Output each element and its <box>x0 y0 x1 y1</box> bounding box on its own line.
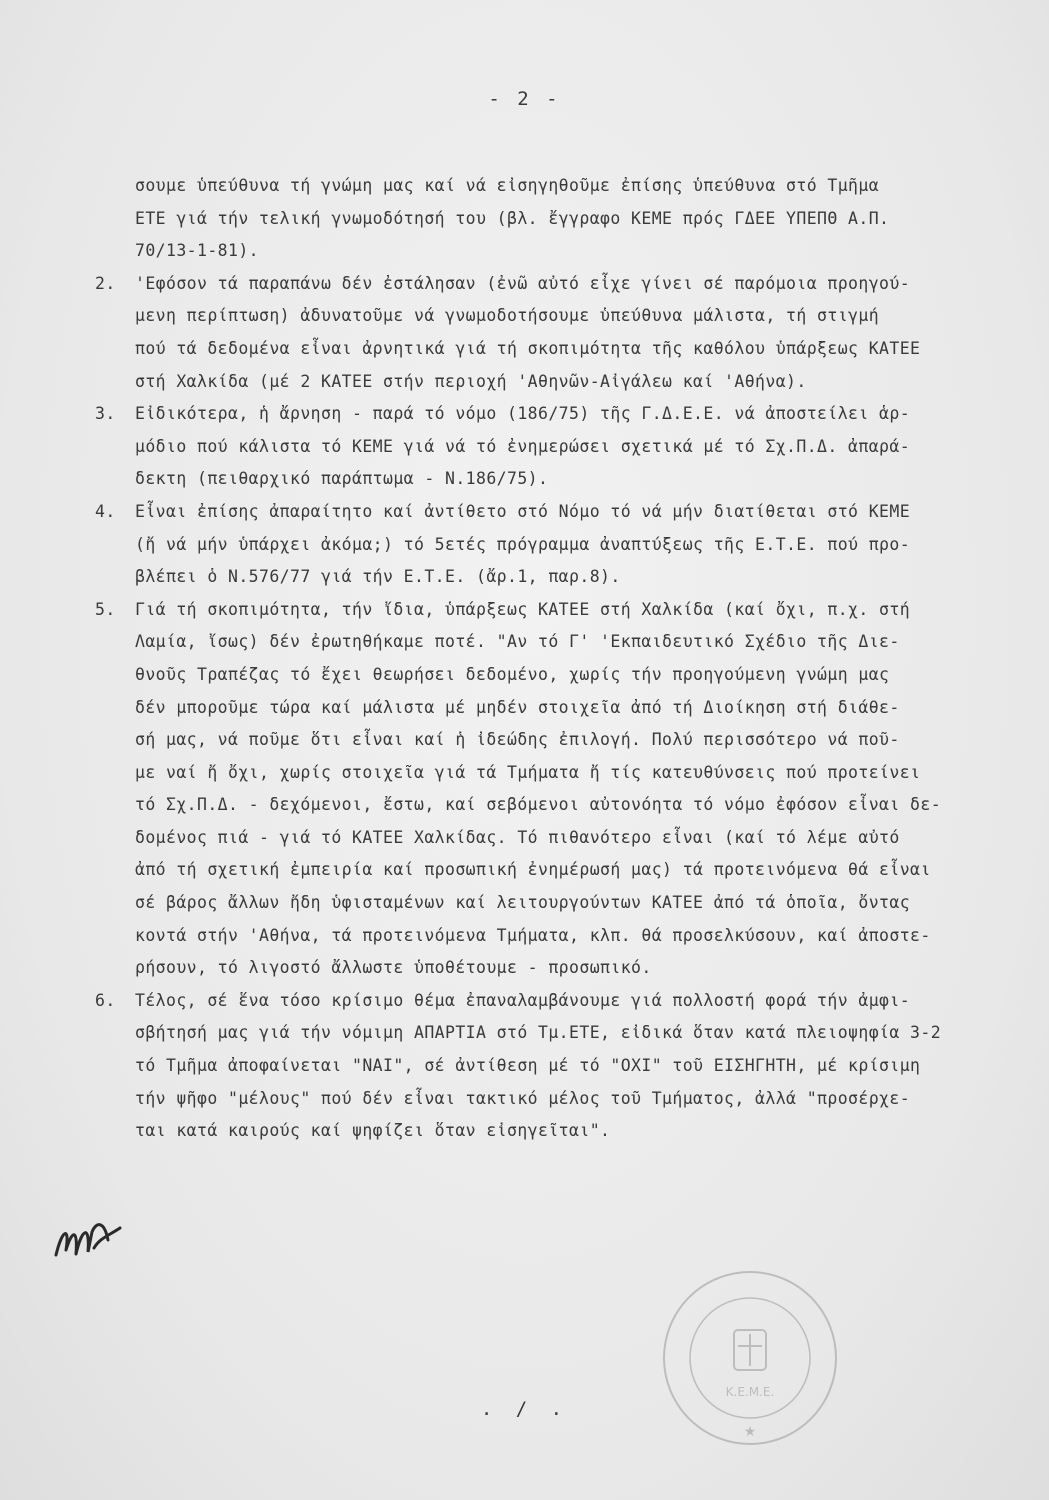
item-text: Γιά τή σκοπιμότητα, τήν ἴδια, ὑπάρξεως ΚΑΤΕΕ στή Χαλκίδα (καί ὄχι, π.χ. στή <box>135 599 911 619</box>
item-number: 4. <box>95 501 116 521</box>
text-line: σέ βάρος ἄλλων ἤδη ὑφισταμένων καί λειτουργούντων ΚΑΤΕΕ ἀπό τά ὁποῖα, ὄντας <box>135 893 911 913</box>
item-text: 'Εφόσον τά παραπάνω δέν ἐστάλησαν (ἐνῶ αὐτό εἶχε γίνει σέ παρόμοια προηγού- <box>135 273 911 293</box>
text-line: κοντά στήν 'Αθήνα, τά προτεινόμενα Τμήματα, κλπ. θά προσελκύσουν, καί ἀποστε- <box>135 925 931 945</box>
text-line <box>95 268 1000 301</box>
official-stamp <box>660 1268 840 1448</box>
text-line: δομένος πιά - γιά τό ΚΑΤΕΕ Χαλκίδας. Τό πιθανότερο εἶναι (καί τό λέμε αὐτό <box>135 827 900 847</box>
text-line: τήν ψῆφο "μέλους" πού δέν εἶναι τακτικό μέλος τοῦ Τμήματος, ἀλλά "προσέρχε- <box>135 1088 911 1108</box>
text-line: τό Σχ.Π.Δ. - δεχόμενοι, ἔστω, καί σεβόμενοι αὐτονόητα τό νόμο ἐφόσον εἶναι δε- <box>135 795 942 815</box>
numbered-item-6 <box>95 985 1000 1148</box>
text-line: βλέπει ὁ Ν.576/77 γιά τήν Ε.Τ.Ε. (ἄρ.1, παρ.8). <box>135 567 621 587</box>
text-line <box>95 496 1000 529</box>
text-line: τό Τμῆμα ἀποφαίνεται "ΝΑΙ", σέ ἀντίθεση μέ τό "ΟΧΙ" τοῦ ΕΙΣΗΓΗΤΗ, μέ κρίσιμη <box>135 1056 921 1076</box>
stamp-star-icon: ★ <box>743 1424 757 1440</box>
text-line: σή μας, νά ποῦμε ὅτι εἶναι καί ἡ ἰδεώδης ἐπιλογή. Πολύ περισσότερο νά ποῦ- <box>135 730 900 750</box>
text-line: δέν μποροῦμε τώρα καί μάλιστα μέ μηδέν στοιχεῖα ἀπό τή Διοίκηση στή διάθε- <box>135 697 900 717</box>
text-line: (ἤ νά μήν ὑπάρχει ἀκόμα;) τό 5ετές πρόγραμμα ἀναπτύξεως τῆς Ε.Τ.Ε. πού προ- <box>135 534 911 554</box>
item-number: 6. <box>95 990 116 1010</box>
text-line <box>95 398 1000 431</box>
item-number: 5. <box>95 599 116 619</box>
numbered-item-5 <box>95 594 1000 985</box>
text-line: με ναί ἤ ὄχι, χωρίς στοιχεῖα γιά τά Τμήματα ἤ τίς κατευθύνσεις πού προτείνει <box>135 762 921 782</box>
text-line: δεκτη (πειθαρχικό παράπτωμα - Ν.186/75). <box>135 469 549 489</box>
item-number: 3. <box>95 404 116 424</box>
text-line: πού τά δεδομένα εἶναι ἀρνητικά γιά τή σκοπιμότητα τῆς καθόλου ὑπάρξεως ΚΑΤΕΕ <box>135 338 921 358</box>
text-line: ἀπό τή σχετική ἐμπειρία καί προσωπική ἐνημέρωσή μας) τά προτεινόμενα θά εἶναι <box>135 860 931 880</box>
text-line: ΕΤΕ γιά τήν τελική γνωμοδότησή του (βλ. ἔγγραφο ΚΕΜΕ πρός ΓΔΕΕ ΥΠΕΠΘ Α.Π. <box>135 208 890 228</box>
numbered-item-2 <box>95 268 1000 398</box>
text-line: ται κατά καιρούς καί ψηφίζει ὅταν εἰσηγεῖται". <box>135 1121 611 1141</box>
text-line: μενη περίπτωση) ἀδυνατοῦμε νά γνωμοδοτήσουμε ὑπεύθυνα μάλιστα, τή στιγμή <box>135 306 880 326</box>
body-text <box>95 170 1000 1148</box>
item-text: Τέλος, σέ ἕνα τόσο κρίσιμο θέμα ἐπαναλαμβάνουμε γιά πολλοστή φορά τήν ἀμφι- <box>135 990 911 1010</box>
text-line: μόδιο πού κάλιστα τό ΚΕΜΕ γιά νά τό ἐνημερώσει σχετικά μέ τό Σχ.Π.Δ. ἀπαρά- <box>135 436 911 456</box>
text-line: ρήσουν, τό λιγοστό ἄλλωστε ὑποθέτουμε - προσωπικό. <box>135 958 652 978</box>
item-text: Εἶναι ἐπίσης ἀπαραίτητο καί ἀντίθετο στό Νόμο τό νά μήν διατίθεται στό ΚΕΜΕ <box>135 501 911 521</box>
numbered-item-4 <box>95 496 1000 594</box>
text-line: στή Χαλκίδα (μέ 2 ΚΑΤΕΕ στήν περιοχή 'Αθηνῶν-Αἰγάλεω καί 'Αθήνα). <box>135 371 807 391</box>
text-line <box>95 594 1000 627</box>
text-line: Λαμία, ἴσως) δέν ἐρωτηθήκαμε ποτέ. "Αν τό Γ' 'Εκπαιδευτικό Σχέδιο τῆς Διε- <box>135 632 900 652</box>
item-number: 2. <box>95 273 116 293</box>
stamp-center-text: Κ.Ε.Μ.Ε. <box>725 1385 775 1399</box>
text-line: θνοῦς Τραπέζας τό ἔχει θεωρήσει δεδομένο, χωρίς τήν προηγούμενη γνώμη μας <box>135 664 890 684</box>
numbered-item-3 <box>95 398 1000 496</box>
handwritten-signature <box>48 1210 128 1270</box>
text-line: σουμε ὑπεύθυνα τή γνώμη μας καί νά εἰσηγηθοῦμε ἐπίσης ὑπεύθυνα στό Τμῆμα <box>135 176 880 195</box>
text-line <box>95 985 1000 1018</box>
continuation-mark: . / . <box>480 1398 569 1420</box>
text-line: σβήτησή μας γιά τήν νόμιμη ΑΠΑΡΤΙΑ στό Τμ.ΕΤΕ, εἰδικά ὅταν κατά πλειοψηφία 3-2 <box>135 1023 942 1043</box>
intro-paragraph <box>95 170 1000 268</box>
page-number: - 2 - <box>488 88 561 110</box>
text-line: 70/13-1-81). <box>135 241 260 261</box>
item-text: Εἰδικότερα, ἡ ἄρνηση - παρά τό νόμο (186/75) τῆς Γ.Δ.Ε.Ε. νά ἀποστείλει ἁρ- <box>135 404 911 424</box>
